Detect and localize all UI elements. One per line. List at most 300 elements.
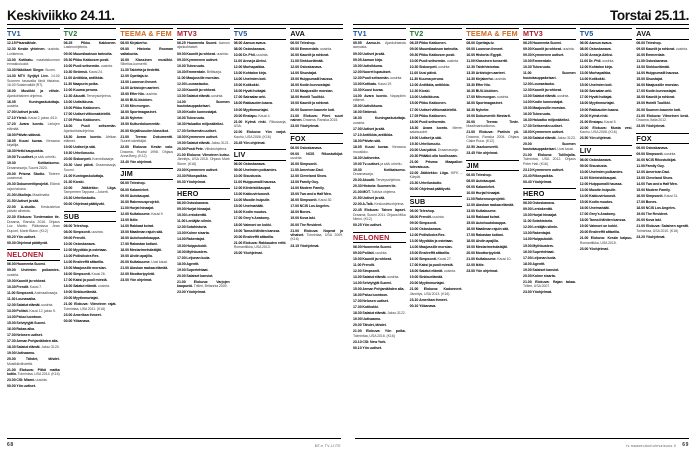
program-entry[interactable] <box>290 146 343 150</box>
program-entry[interactable] <box>234 180 287 184</box>
program-entry[interactable] <box>580 230 633 234</box>
program-entry[interactable] <box>234 223 287 227</box>
program-entry[interactable] <box>120 80 173 84</box>
program-entry[interactable] <box>177 268 230 272</box>
program-entry[interactable] <box>636 124 689 128</box>
program-entry[interactable] <box>177 244 230 248</box>
channel-name[interactable]: HERO <box>523 188 576 200</box>
program-entry[interactable] <box>290 180 343 184</box>
program-entry[interactable] <box>64 174 117 178</box>
program-entry[interactable] <box>410 41 463 45</box>
program-entry[interactable] <box>64 236 117 240</box>
program-entry[interactable] <box>7 279 60 283</box>
program-entry[interactable] <box>7 291 60 295</box>
program-entry[interactable] <box>234 216 287 220</box>
program-entry[interactable] <box>523 124 576 128</box>
program-entry[interactable] <box>177 213 230 217</box>
channel-name[interactable]: FOX <box>636 133 689 145</box>
program-entry[interactable] <box>64 163 117 172</box>
program-entry[interactable] <box>466 245 519 249</box>
program-entry[interactable] <box>353 263 406 267</box>
program-entry[interactable] <box>120 104 173 108</box>
program-entry[interactable] <box>120 212 173 216</box>
program-entry[interactable] <box>7 100 60 109</box>
program-entry[interactable] <box>523 290 576 294</box>
program-entry[interactable] <box>234 229 287 233</box>
program-entry[interactable] <box>636 89 689 93</box>
program-entry[interactable] <box>466 101 519 105</box>
program-entry[interactable] <box>290 77 343 81</box>
program-entry[interactable] <box>410 233 463 237</box>
program-entry[interactable] <box>64 242 117 246</box>
program-entry[interactable] <box>7 351 60 355</box>
program-entry[interactable] <box>7 345 60 349</box>
program-entry[interactable] <box>353 223 406 227</box>
program-entry[interactable] <box>636 164 689 168</box>
program-entry[interactable] <box>290 41 343 45</box>
program-entry[interactable] <box>177 250 230 254</box>
program-entry[interactable] <box>120 86 173 90</box>
program-entry[interactable] <box>120 206 173 210</box>
program-entry[interactable] <box>120 47 173 56</box>
program-entry[interactable] <box>353 52 406 56</box>
program-entry[interactable] <box>466 227 519 231</box>
program-entry[interactable] <box>523 71 576 80</box>
program-entry[interactable] <box>290 47 343 51</box>
program-entry[interactable] <box>234 168 287 172</box>
program-entry[interactable] <box>177 58 230 62</box>
program-entry[interactable] <box>523 231 576 235</box>
program-entry[interactable] <box>120 110 173 114</box>
program-entry[interactable] <box>410 59 463 63</box>
channel-name[interactable]: HERO <box>177 188 230 200</box>
program-entry[interactable] <box>523 280 576 289</box>
program-entry[interactable] <box>234 47 287 51</box>
program-entry[interactable] <box>580 71 633 75</box>
program-entry[interactable] <box>353 133 406 137</box>
program-entry[interactable] <box>64 151 117 155</box>
program-entry[interactable] <box>290 152 343 161</box>
program-entry[interactable] <box>234 198 287 202</box>
channel-name[interactable]: FOX <box>290 133 343 145</box>
program-entry[interactable] <box>580 212 633 216</box>
program-entry[interactable] <box>636 188 689 192</box>
program-entry[interactable] <box>636 77 689 81</box>
program-entry[interactable] <box>7 235 60 239</box>
program-entry[interactable] <box>353 208 406 221</box>
program-entry[interactable] <box>120 181 173 185</box>
program-entry[interactable] <box>466 53 519 57</box>
channel-name[interactable]: TV1 <box>353 28 406 40</box>
program-entry[interactable] <box>177 116 230 120</box>
program-entry[interactable] <box>353 104 406 108</box>
program-entry[interactable] <box>120 272 173 276</box>
program-entry[interactable] <box>177 262 230 266</box>
program-entry[interactable] <box>523 106 576 110</box>
program-entry[interactable] <box>234 59 287 63</box>
program-entry[interactable] <box>64 157 117 161</box>
program-entry[interactable] <box>636 170 689 174</box>
program-entry[interactable] <box>523 136 576 140</box>
program-entry[interactable] <box>64 41 117 50</box>
program-entry[interactable] <box>410 126 463 135</box>
program-entry[interactable] <box>234 192 287 196</box>
program-entry[interactable] <box>466 77 519 81</box>
program-entry[interactable] <box>636 158 689 162</box>
program-entry[interactable] <box>7 58 60 67</box>
program-entry[interactable] <box>290 71 343 75</box>
program-entry[interactable] <box>7 68 60 72</box>
program-entry[interactable] <box>523 142 576 151</box>
program-entry[interactable] <box>177 82 230 86</box>
program-entry[interactable] <box>120 160 173 164</box>
program-entry[interactable] <box>290 95 343 99</box>
program-entry[interactable] <box>466 203 519 207</box>
program-entry[interactable] <box>234 71 287 75</box>
program-entry[interactable] <box>410 209 463 213</box>
program-entry[interactable] <box>64 124 117 133</box>
program-entry[interactable] <box>523 250 576 254</box>
program-entry[interactable] <box>353 70 406 74</box>
channel-name[interactable]: TV2 <box>64 28 117 40</box>
program-entry[interactable] <box>64 196 117 200</box>
program-entry[interactable] <box>7 321 60 325</box>
program-entry[interactable] <box>64 88 117 92</box>
program-entry[interactable] <box>64 272 117 276</box>
program-entry[interactable] <box>120 92 173 96</box>
program-entry[interactable] <box>7 333 60 337</box>
program-entry[interactable] <box>353 76 406 80</box>
program-entry[interactable] <box>7 149 60 153</box>
program-entry[interactable] <box>466 215 519 219</box>
program-entry[interactable] <box>353 156 406 160</box>
program-entry[interactable] <box>410 77 463 81</box>
program-entry[interactable] <box>523 207 576 211</box>
program-entry[interactable] <box>410 154 463 158</box>
program-entry[interactable] <box>234 204 287 208</box>
program-entry[interactable] <box>523 180 576 184</box>
program-entry[interactable] <box>177 174 230 178</box>
program-entry[interactable] <box>410 148 463 152</box>
program-entry[interactable] <box>120 260 173 264</box>
program-entry[interactable] <box>466 89 519 93</box>
program-entry[interactable] <box>466 95 519 99</box>
program-entry[interactable] <box>64 82 117 86</box>
program-entry[interactable] <box>523 268 576 272</box>
program-entry[interactable] <box>523 244 576 248</box>
program-entry[interactable] <box>353 311 406 315</box>
channel-name[interactable]: TV5 <box>234 28 287 40</box>
program-entry[interactable] <box>410 181 463 185</box>
program-entry[interactable] <box>234 65 287 69</box>
program-entry[interactable] <box>120 135 173 144</box>
program-entry[interactable] <box>636 101 689 105</box>
program-entry[interactable] <box>353 305 406 309</box>
program-entry[interactable] <box>234 41 287 45</box>
program-entry[interactable] <box>7 315 60 319</box>
program-entry[interactable] <box>580 200 633 204</box>
program-entry[interactable] <box>523 118 576 122</box>
program-entry[interactable] <box>466 221 519 225</box>
program-entry[interactable] <box>410 65 463 69</box>
program-entry[interactable] <box>290 114 343 123</box>
program-entry[interactable] <box>410 47 463 51</box>
program-entry[interactable] <box>353 88 406 92</box>
program-entry[interactable] <box>636 146 689 150</box>
program-entry[interactable] <box>290 101 343 105</box>
program-entry[interactable] <box>290 124 343 128</box>
program-entry[interactable] <box>7 116 60 120</box>
program-entry[interactable] <box>466 179 519 183</box>
program-entry[interactable] <box>410 120 463 124</box>
program-entry[interactable] <box>353 116 406 125</box>
channel-name[interactable]: LIV <box>580 145 633 157</box>
program-entry[interactable] <box>580 224 633 228</box>
program-entry[interactable] <box>523 41 576 45</box>
program-entry[interactable] <box>64 135 117 144</box>
program-entry[interactable] <box>636 212 689 216</box>
program-entry[interactable] <box>523 274 576 278</box>
program-entry[interactable] <box>353 168 406 177</box>
program-entry[interactable] <box>7 199 60 203</box>
program-entry[interactable] <box>120 116 173 120</box>
program-entry[interactable] <box>410 71 463 75</box>
program-entry[interactable] <box>353 196 406 200</box>
program-entry[interactable] <box>353 293 406 297</box>
program-entry[interactable] <box>7 384 60 388</box>
program-entry[interactable] <box>290 83 343 87</box>
program-entry[interactable] <box>580 108 633 112</box>
channel-name[interactable]: SUB <box>64 211 117 223</box>
program-entry[interactable] <box>177 110 230 114</box>
program-entry[interactable] <box>353 94 406 103</box>
program-entry[interactable] <box>466 269 519 273</box>
program-entry[interactable] <box>120 242 173 246</box>
program-entry[interactable] <box>523 53 576 57</box>
program-entry[interactable] <box>290 162 343 166</box>
program-entry[interactable] <box>410 227 463 231</box>
program-entry[interactable] <box>636 65 689 69</box>
program-entry[interactable] <box>523 225 576 229</box>
program-entry[interactable] <box>234 210 287 214</box>
channel-name[interactable]: MTV3 <box>523 28 576 40</box>
program-entry[interactable] <box>64 145 117 149</box>
program-entry[interactable] <box>64 224 117 228</box>
program-entry[interactable] <box>177 135 230 139</box>
program-entry[interactable] <box>120 188 173 192</box>
program-entry[interactable] <box>290 89 343 93</box>
program-entry[interactable] <box>523 201 576 205</box>
program-entry[interactable] <box>466 263 519 267</box>
program-entry[interactable] <box>466 108 519 112</box>
program-entry[interactable] <box>466 233 519 237</box>
program-entry[interactable] <box>580 59 633 63</box>
program-entry[interactable] <box>353 190 406 194</box>
program-entry[interactable] <box>523 130 576 134</box>
program-entry[interactable] <box>64 302 117 311</box>
program-entry[interactable] <box>466 130 519 143</box>
program-entry[interactable] <box>7 133 60 137</box>
program-entry[interactable] <box>523 153 576 166</box>
program-entry[interactable] <box>580 236 633 245</box>
program-entry[interactable] <box>353 329 406 338</box>
channel-name[interactable]: LIV <box>234 149 287 161</box>
program-entry[interactable] <box>177 70 230 74</box>
channel-name[interactable]: TEEMA & FEM <box>466 29 518 38</box>
program-entry[interactable] <box>7 47 60 56</box>
program-entry[interactable] <box>177 225 230 229</box>
program-entry[interactable] <box>7 327 60 331</box>
program-entry[interactable] <box>290 229 343 242</box>
program-entry[interactable] <box>353 287 406 291</box>
program-entry[interactable] <box>636 194 689 198</box>
program-entry[interactable] <box>580 194 633 198</box>
program-entry[interactable] <box>410 89 463 93</box>
program-entry[interactable] <box>234 141 287 145</box>
program-entry[interactable] <box>7 74 60 87</box>
program-entry[interactable] <box>466 145 519 149</box>
program-entry[interactable] <box>177 64 230 68</box>
program-entry[interactable] <box>353 257 406 261</box>
program-entry[interactable] <box>466 47 519 51</box>
program-entry[interactable] <box>120 58 173 67</box>
program-entry[interactable] <box>7 172 60 181</box>
program-entry[interactable] <box>7 182 60 191</box>
program-entry[interactable] <box>7 339 60 343</box>
program-entry[interactable] <box>290 244 343 248</box>
channel-name[interactable]: TV5 <box>580 28 633 40</box>
program-entry[interactable] <box>64 319 117 323</box>
program-entry[interactable] <box>177 274 230 278</box>
program-entry[interactable] <box>7 368 60 377</box>
program-entry[interactable] <box>177 207 230 211</box>
program-entry[interactable] <box>580 65 633 69</box>
program-entry[interactable] <box>120 266 173 270</box>
program-entry[interactable] <box>580 206 633 210</box>
program-entry[interactable] <box>636 71 689 75</box>
program-entry[interactable] <box>636 218 689 222</box>
program-entry[interactable] <box>234 251 287 255</box>
program-entry[interactable] <box>7 205 60 214</box>
program-entry[interactable] <box>7 268 60 277</box>
program-entry[interactable] <box>580 41 633 45</box>
program-entry[interactable] <box>120 194 173 198</box>
program-entry[interactable] <box>636 224 689 233</box>
program-entry[interactable] <box>353 317 406 321</box>
program-entry[interactable] <box>64 100 117 104</box>
program-entry[interactable] <box>580 182 633 186</box>
program-entry[interactable] <box>7 297 60 301</box>
program-entry[interactable] <box>466 151 519 155</box>
program-entry[interactable] <box>120 68 173 72</box>
program-entry[interactable] <box>64 313 117 317</box>
program-entry[interactable] <box>466 191 519 195</box>
program-entry[interactable] <box>353 162 406 166</box>
program-entry[interactable] <box>466 59 519 63</box>
program-entry[interactable] <box>410 275 463 279</box>
program-entry[interactable] <box>410 160 463 169</box>
program-entry[interactable] <box>64 230 117 234</box>
program-entry[interactable] <box>177 290 230 294</box>
program-entry[interactable] <box>580 120 633 124</box>
program-entry[interactable] <box>580 126 633 135</box>
program-entry[interactable] <box>410 239 463 243</box>
program-entry[interactable] <box>410 114 463 118</box>
program-entry[interactable] <box>234 241 287 250</box>
program-entry[interactable] <box>636 182 689 186</box>
program-entry[interactable] <box>580 95 633 99</box>
program-entry[interactable] <box>290 59 343 63</box>
program-entry[interactable] <box>290 168 343 172</box>
program-entry[interactable] <box>580 136 633 140</box>
program-entry[interactable] <box>7 193 60 197</box>
program-entry[interactable] <box>120 41 173 45</box>
program-entry[interactable] <box>120 145 173 158</box>
channel-name[interactable]: NELONEN <box>353 232 406 244</box>
program-entry[interactable] <box>177 88 230 92</box>
program-entry[interactable] <box>410 101 463 105</box>
program-entry[interactable] <box>466 65 519 69</box>
program-entry[interactable] <box>234 162 287 166</box>
program-entry[interactable] <box>410 269 463 273</box>
program-entry[interactable] <box>64 76 117 80</box>
program-entry[interactable] <box>7 303 60 307</box>
channel-name[interactable]: NELONEN <box>7 249 60 261</box>
program-entry[interactable] <box>234 101 287 105</box>
program-entry[interactable] <box>234 174 287 178</box>
program-entry[interactable] <box>410 245 463 249</box>
channel-name[interactable]: JIM <box>120 168 173 180</box>
program-entry[interactable] <box>410 251 463 255</box>
program-entry[interactable] <box>120 200 173 204</box>
program-entry[interactable] <box>353 251 406 255</box>
program-entry[interactable] <box>580 158 633 162</box>
program-entry[interactable] <box>177 141 230 145</box>
program-entry[interactable] <box>290 210 343 214</box>
program-entry[interactable] <box>636 206 689 210</box>
program-entry[interactable] <box>353 281 406 285</box>
program-entry[interactable] <box>353 202 406 206</box>
program-entry[interactable] <box>410 83 463 87</box>
program-entry[interactable] <box>353 82 406 86</box>
program-entry[interactable] <box>7 161 60 170</box>
program-entry[interactable] <box>580 176 633 180</box>
program-entry[interactable] <box>234 53 287 57</box>
program-entry[interactable] <box>64 118 117 122</box>
program-entry[interactable] <box>64 284 117 288</box>
program-entry[interactable] <box>234 77 287 81</box>
program-entry[interactable] <box>64 186 117 195</box>
program-entry[interactable] <box>353 299 406 303</box>
program-entry[interactable] <box>7 122 60 131</box>
program-entry[interactable] <box>7 309 60 313</box>
program-entry[interactable] <box>580 247 633 251</box>
program-entry[interactable] <box>290 192 343 196</box>
program-entry[interactable] <box>410 287 463 296</box>
program-entry[interactable] <box>234 95 287 99</box>
program-entry[interactable] <box>636 47 689 51</box>
channel-name[interactable]: AVA <box>290 28 343 40</box>
program-entry[interactable] <box>636 108 689 112</box>
program-entry[interactable] <box>7 89 60 98</box>
program-entry[interactable] <box>523 168 576 172</box>
program-entry[interactable] <box>410 171 463 180</box>
program-entry[interactable] <box>410 136 463 140</box>
program-entry[interactable] <box>523 100 576 104</box>
program-entry[interactable] <box>177 219 230 223</box>
program-entry[interactable] <box>523 256 576 260</box>
program-entry[interactable] <box>120 122 173 126</box>
